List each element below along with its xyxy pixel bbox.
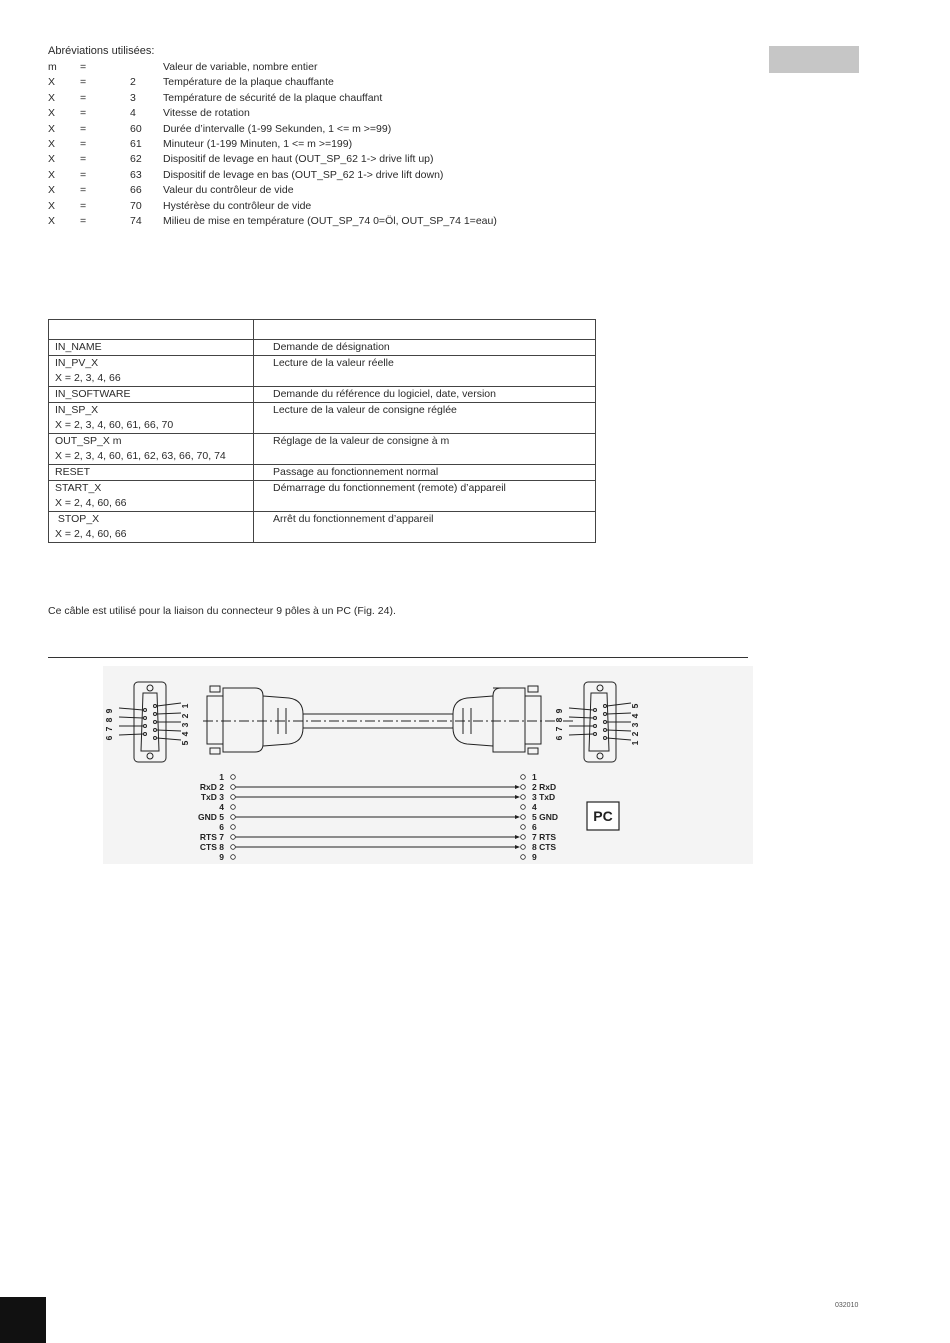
left-connector-pin-number: 5 — [180, 740, 190, 746]
wire-arrow — [515, 785, 520, 789]
left-pin-label: 9 — [219, 852, 224, 862]
left-pin-dot — [231, 805, 236, 810]
right-pin-label: 2 RxD — [532, 782, 557, 792]
abbreviation-equals: = — [80, 153, 87, 166]
abbreviation-symbol: X — [48, 184, 56, 197]
wire-arrow — [515, 835, 520, 839]
command-cell — [49, 434, 254, 465]
command-name: RESET — [55, 466, 91, 478]
command-cell — [49, 465, 254, 481]
left-pin-label: GND 5 — [198, 812, 224, 822]
cable-diagram — [103, 666, 753, 864]
abbreviation-row — [48, 152, 648, 167]
left-pin-dot — [231, 775, 236, 780]
command-parameters: X = 2, 4, 60, 66 — [55, 528, 127, 540]
right-pin-dot — [521, 775, 526, 780]
command-parameters: X = 2, 4, 60, 66 — [55, 497, 127, 509]
right-pin-label: 6 — [532, 822, 537, 832]
right-plug — [453, 686, 541, 754]
abbreviation-equals: = — [80, 61, 87, 73]
left-connector-pin-number: 4 — [180, 731, 190, 737]
right-pin-label: 7 RTS — [532, 832, 557, 842]
command-cell — [49, 387, 254, 403]
left-connector-pin-number: 2 — [180, 713, 190, 719]
command-name: IN_NAME — [55, 341, 102, 353]
table-row — [49, 340, 596, 356]
abbreviation-description: Hystérèse du contrôleur de vide — [163, 199, 312, 212]
command-description: Arrêt du fonctionnement d’appareil — [254, 512, 596, 543]
left-pin-label: 6 — [219, 822, 224, 832]
right-connector-pin-number: 6 — [554, 735, 564, 741]
abbreviation-symbol: m — [48, 61, 57, 73]
abbreviation-row — [48, 137, 648, 152]
abbreviation-number: 3 — [130, 91, 136, 104]
abbreviation-row — [48, 168, 648, 183]
table-row — [49, 387, 596, 403]
page-corner-block — [0, 1297, 46, 1343]
right-pin-label: 4 — [532, 802, 537, 812]
abbreviation-symbol: X — [48, 138, 56, 150]
abbreviation-equals: = — [80, 215, 87, 227]
right-connector-pin-number: 8 — [554, 717, 564, 723]
abbreviation-number: 70 — [130, 199, 142, 212]
abbreviations-title: Abréviations utilisées: — [48, 45, 155, 57]
abbreviation-row — [48, 91, 648, 106]
abbreviation-row — [48, 106, 648, 121]
left-connector-face — [119, 682, 181, 762]
pc-label: PC — [593, 808, 613, 824]
right-connector-pin-number: 1 — [630, 740, 640, 746]
right-pin-label: 9 — [532, 852, 537, 862]
command-parameters: X = 2, 3, 4, 60, 61, 66, 70 — [55, 419, 174, 431]
table-row — [49, 465, 596, 481]
abbreviation-symbol: X — [48, 107, 56, 120]
abbreviation-symbol: X — [48, 122, 56, 135]
left-pin-dot — [231, 835, 236, 840]
abbreviation-number: 2 — [130, 76, 136, 89]
left-pin-label: RTS 7 — [199, 832, 224, 842]
right-pin-label: 8 CTS — [532, 842, 557, 852]
left-plug — [207, 686, 303, 754]
right-pin-dot — [521, 795, 526, 800]
command-name: START_X — [55, 482, 102, 494]
wire-arrow — [515, 845, 520, 849]
abbreviation-description: Vitesse de rotation — [163, 107, 250, 120]
table-header-row — [49, 320, 596, 340]
right-connector-pin-number: 5 — [630, 703, 640, 709]
abbreviation-number: 4 — [130, 107, 136, 120]
left-pin-dot — [231, 855, 236, 860]
abbreviation-number: 63 — [130, 168, 142, 181]
abbreviation-symbol: X — [48, 199, 56, 212]
right-pin-dot — [521, 805, 526, 810]
left-connector-pin-number: 6 — [104, 735, 114, 741]
command-cell — [49, 481, 254, 512]
command-name: IN_SP_X — [55, 404, 99, 416]
right-pin-dot — [521, 815, 526, 820]
right-connector-pin-number: 2 — [630, 731, 640, 737]
right-connector-face — [569, 682, 631, 762]
abbreviation-row — [48, 183, 648, 198]
abbreviation-description: Valeur de variable, nombre entier — [163, 61, 318, 73]
abbreviation-equals: = — [80, 168, 87, 181]
left-connector-pin-number: 1 — [180, 703, 190, 709]
command-cell — [49, 356, 254, 387]
right-pin-label: 3 TxD — [532, 792, 556, 802]
abbreviation-description: Température de sécurité de la plaque chauffant — [163, 91, 383, 104]
table-row — [49, 403, 596, 434]
abbreviation-equals: = — [80, 138, 87, 150]
left-pin-dot — [231, 815, 236, 820]
left-pin-dot — [231, 795, 236, 800]
command-name: OUT_SP_X m — [55, 435, 122, 447]
right-pin-label: 5 GND — [532, 812, 558, 822]
command-parameters: X = 2, 3, 4, 66 — [55, 372, 121, 384]
abbreviation-number: 62 — [130, 153, 142, 166]
abbreviation-equals: = — [80, 184, 87, 197]
command-cell — [49, 403, 254, 434]
abbreviation-number: 74 — [130, 215, 142, 227]
abbreviation-symbol: X — [48, 168, 56, 181]
abbreviation-description: Dispositif de levage en haut (OUT_SP_62 1-> drive lift up) — [163, 153, 434, 166]
abbreviation-number: 66 — [130, 184, 142, 197]
right-pin-dot — [521, 845, 526, 850]
abbreviation-symbol: X — [48, 76, 56, 89]
abbreviation-equals: = — [80, 107, 87, 120]
command-description: Lecture de la valeur de consigne réglée — [254, 403, 596, 434]
command-description: Passage au fonctionnement normal — [254, 465, 596, 481]
command-parameters: X = 2, 3, 4, 60, 61, 62, 63, 66, 70, 74 — [55, 450, 226, 462]
left-pin-dot — [231, 825, 236, 830]
left-pin-label: 1 — [219, 772, 224, 782]
left-pin-label: CTS 8 — [199, 842, 224, 852]
command-cell — [49, 512, 254, 543]
right-pin-dot — [521, 855, 526, 860]
abbreviation-symbol: X — [48, 153, 56, 166]
table-row — [49, 512, 596, 543]
table-header-cell — [49, 320, 254, 340]
pin-wiring — [198, 772, 558, 862]
abbreviation-row — [48, 75, 648, 90]
left-pin-dot — [231, 785, 236, 790]
abbreviation-symbol: X — [48, 215, 56, 227]
abbreviation-description: Dispositif de levage en bas (OUT_SP_62 1-> drive lift down) — [163, 168, 444, 181]
left-connector-pin-number: 3 — [180, 722, 190, 728]
abbreviation-row — [48, 214, 648, 229]
abbreviation-row — [48, 60, 648, 75]
abbreviation-number: 61 — [130, 138, 142, 150]
abbreviation-description: Minuteur (1-199 Minuten, 1 <= m >=199) — [163, 138, 353, 150]
abbreviation-row — [48, 199, 648, 214]
command-description: Réglage de la valeur de consigne à m — [254, 434, 596, 465]
left-pin-label: TxD 3 — [200, 792, 224, 802]
right-connector-pin-number: 9 — [554, 708, 564, 714]
command-table — [48, 319, 596, 543]
abbreviation-description: Valeur du contrôleur de vide — [163, 184, 294, 197]
left-pin-label: RxD 2 — [199, 782, 224, 792]
right-pin-dot — [521, 835, 526, 840]
table-row — [49, 356, 596, 387]
document-code: 032010 — [835, 1302, 859, 1309]
command-cell — [49, 340, 254, 356]
abbreviation-row — [48, 122, 648, 137]
table-row — [49, 481, 596, 512]
abbreviation-equals: = — [80, 91, 87, 104]
left-connector-pin-number: 8 — [104, 717, 114, 723]
abbreviation-equals: = — [80, 76, 87, 89]
horizontal-rule — [48, 657, 748, 658]
abbreviation-description: Durée d’intervalle (1-99 Sekunden, 1 <= m >=99) — [163, 122, 392, 135]
abbreviation-symbol: X — [48, 91, 56, 104]
cable-diagram-svg — [103, 666, 753, 864]
command-name: IN_SOFTWARE — [55, 388, 131, 400]
left-pin-label: 4 — [219, 802, 224, 812]
command-name: IN_PV_X — [55, 357, 99, 369]
left-connector-pin-number: 9 — [104, 708, 114, 714]
abbreviation-number: 60 — [130, 122, 142, 135]
connector-pin-labels — [104, 703, 640, 745]
abbreviation-description: Température de la plaque chauffante — [163, 76, 334, 89]
cable-wire — [203, 714, 573, 728]
abbreviation-equals: = — [80, 122, 87, 135]
command-description: Demande de désignation — [254, 340, 596, 356]
cable-description: Ce câble est utilisé pour la liaison du connecteur 9 pôles à un PC (Fig. 24). — [48, 605, 396, 617]
right-connector-pin-number: 3 — [630, 722, 640, 728]
command-name: STOP_X — [55, 513, 100, 525]
section-tab — [769, 46, 859, 73]
table-header-cell — [254, 320, 596, 340]
right-pin-dot — [521, 825, 526, 830]
command-description: Demande du référence du logiciel, date, version — [254, 387, 596, 403]
right-pin-dot — [521, 785, 526, 790]
left-connector-pin-number: 7 — [104, 726, 114, 732]
command-description: Lecture de la valeur réelle — [254, 356, 596, 387]
table-row — [49, 434, 596, 465]
wire-arrow — [515, 815, 520, 819]
abbreviation-equals: = — [80, 199, 87, 212]
wire-arrow — [515, 795, 520, 799]
right-connector-pin-number: 7 — [554, 726, 564, 732]
right-connector-pin-number: 4 — [630, 713, 640, 719]
abbreviation-description: Milieu de mise en température (OUT_SP_74 0=Öl, OUT_SP_74 1=eau) — [163, 215, 497, 227]
right-pin-label: 1 — [532, 772, 537, 782]
command-description: Démarrage du fonctionnement (remote) d’appareil — [254, 481, 596, 512]
left-pin-dot — [231, 845, 236, 850]
